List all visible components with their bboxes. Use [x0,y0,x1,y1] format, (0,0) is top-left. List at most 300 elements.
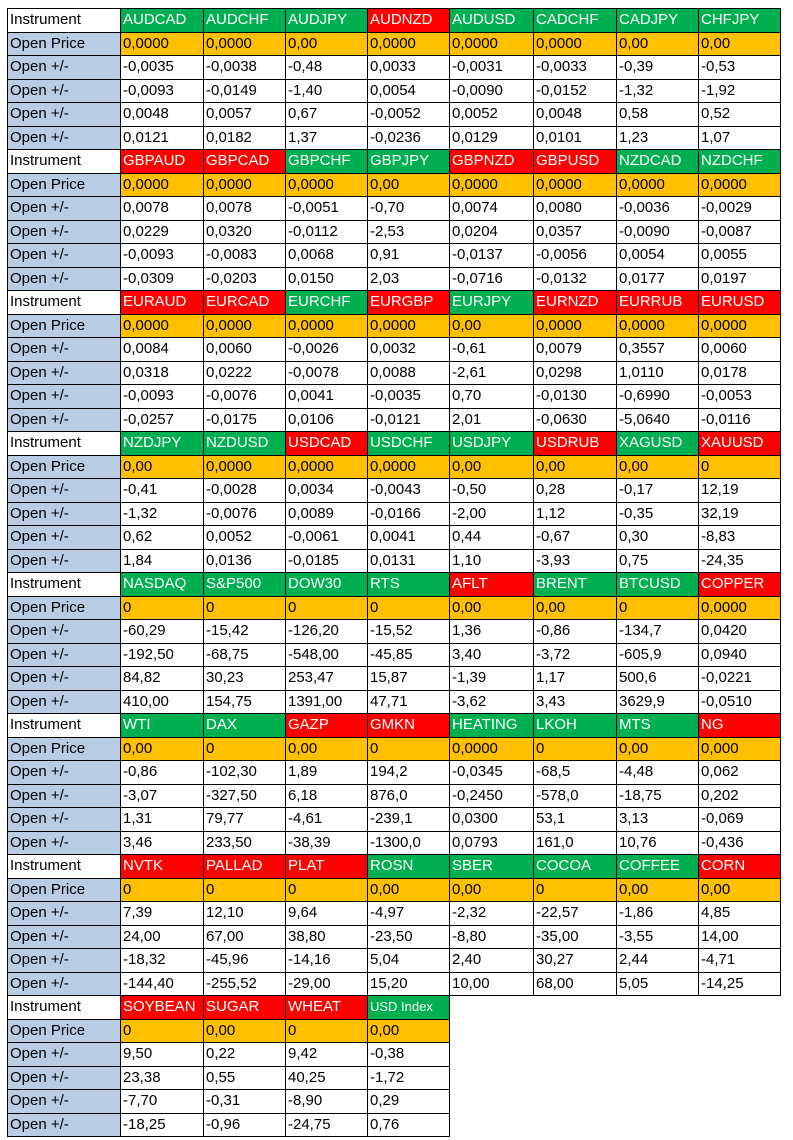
open-price-cell: 0,0000 [450,737,534,761]
open-diff-row [8,925,781,949]
value-cell: 3,43 [534,690,617,714]
open-diff-label: Open +/- [8,1113,121,1137]
value-cell: 1,0110 [617,361,699,385]
value-cell: -0,0137 [450,244,534,268]
value-cell: -0,39 [617,56,699,80]
value-cell: -0,0309 [121,267,204,291]
empty-cell [450,1019,534,1043]
value-cell: 0,0088 [368,361,450,385]
instrument-name-cell: DOW30 [286,573,368,597]
value-cell: 0,0048 [121,103,204,127]
open-diff-row [8,197,781,221]
value-cell: -0,0052 [368,103,450,127]
value-cell: 1,31 [121,808,204,832]
value-cell: 3,46 [121,831,204,855]
value-cell: -4,97 [368,902,450,926]
value-cell: 1,36 [450,620,534,644]
value-cell: -45,96 [204,949,286,973]
empty-cell [450,1113,534,1137]
open-diff-label: Open +/- [8,667,121,691]
instrument-name-cell: XAGUSD [617,432,699,456]
value-cell: -0,0152 [534,79,617,103]
empty-cell [534,1113,617,1137]
value-cell: 68,00 [534,972,617,996]
value-cell: -0,48 [286,56,368,80]
open-price-cell: 0,0000 [286,455,368,479]
value-cell: -0,0149 [204,79,286,103]
open-diff-label: Open +/- [8,197,121,221]
open-price-cell: 0 [534,878,617,902]
empty-cell [617,1090,699,1114]
value-cell: -0,50 [450,479,534,503]
value-cell: 67,00 [204,925,286,949]
value-cell: 5,04 [368,949,450,973]
value-cell: -8,83 [699,526,781,550]
value-cell: -0,0035 [368,385,450,409]
instrument-name-cell: GMKN [368,714,450,738]
value-cell: 0,0101 [534,126,617,150]
value-cell: -3,07 [121,784,204,808]
open-diff-row [8,1113,781,1137]
open-diff-label: Open +/- [8,408,121,432]
value-cell: -0,0087 [699,220,781,244]
value-cell: 3,40 [450,643,534,667]
empty-cell [534,1066,617,1090]
value-cell: 0,0068 [286,244,368,268]
instrument-name-cell: WHEAT [286,996,368,1020]
value-cell: 5,05 [617,972,699,996]
open-price-cell: 0,00 [534,455,617,479]
open-diff-row [8,244,781,268]
value-cell: -0,0166 [368,502,450,526]
value-cell: -4,61 [286,808,368,832]
value-cell: 0,0177 [617,267,699,291]
open-price-label: Open Price [8,173,121,197]
open-price-cell: 0,00 [121,455,204,479]
instrument-name-cell: NZDUSD [204,432,286,456]
value-cell: 2,44 [617,949,699,973]
value-cell: 2,40 [450,949,534,973]
instrument-name-cell: EURCAD [204,291,286,315]
value-cell: -22,57 [534,902,617,926]
value-cell: -0,0130 [534,385,617,409]
open-price-row [8,1019,781,1043]
open-diff-row [8,385,781,409]
open-price-cell: 0,0000 [204,314,286,338]
open-diff-row [8,784,781,808]
open-diff-row [8,502,781,526]
open-diff-label: Open +/- [8,220,121,244]
value-cell: -0,0076 [204,502,286,526]
value-cell: -0,86 [534,620,617,644]
value-cell: -0,0083 [204,244,286,268]
value-cell: -3,62 [450,690,534,714]
value-cell: -4,71 [699,949,781,973]
instrument-name-cell: GBPUSD [534,150,617,174]
instrument-label: Instrument [8,714,121,738]
instrument-name-cell: AUDCHF [204,9,286,33]
value-cell: 0,91 [368,244,450,268]
open-price-cell: 0 [121,878,204,902]
open-price-cell: 0,0000 [450,32,534,56]
open-price-cell: 0,00 [450,878,534,902]
value-cell: 161,0 [534,831,617,855]
value-cell: 6,18 [286,784,368,808]
empty-cell [617,1113,699,1137]
open-price-label: Open Price [8,1019,121,1043]
value-cell: -3,72 [534,643,617,667]
instrument-name-cell: EURNZD [534,291,617,315]
open-price-cell: 0,00 [286,737,368,761]
value-cell: 0,0318 [121,361,204,385]
open-price-row [8,596,781,620]
value-cell: 9,42 [286,1043,368,1067]
empty-cell [534,996,617,1020]
value-cell: -38,39 [286,831,368,855]
value-cell: 0,29 [368,1090,450,1114]
open-price-cell: 0,00 [204,1019,286,1043]
value-cell: -0,0090 [617,220,699,244]
open-diff-row [8,479,781,503]
open-diff-row [8,831,781,855]
open-price-cell: 0 [204,878,286,902]
value-cell: 876,0 [368,784,450,808]
empty-cell [617,996,699,1020]
value-cell: 0,58 [617,103,699,127]
value-cell: -0,0121 [368,408,450,432]
instrument-name-cell: PLAT [286,855,368,879]
open-diff-label: Open +/- [8,338,121,362]
value-cell: -0,0345 [450,761,534,785]
open-diff-row [8,1043,781,1067]
value-cell: 0,0357 [534,220,617,244]
open-diff-label: Open +/- [8,361,121,385]
open-price-cell: 0,0000 [204,173,286,197]
open-price-row [8,737,781,761]
open-price-cell: 0 [204,737,286,761]
value-cell: 1,23 [617,126,699,150]
value-cell: -1,39 [450,667,534,691]
value-cell: 0,0052 [450,103,534,127]
instrument-name-cell: BTCUSD [617,573,699,597]
value-cell: -0,0630 [534,408,617,432]
value-cell: -0,38 [368,1043,450,1067]
value-cell: -548,00 [286,643,368,667]
instrument-name-cell: MTS [617,714,699,738]
value-cell: 0,0054 [617,244,699,268]
instrument-name-cell: AUDCAD [121,9,204,33]
open-price-cell: 0,0000 [534,173,617,197]
value-cell: 0,55 [204,1066,286,1090]
open-price-cell: 0,00 [121,737,204,761]
empty-cell [699,1043,781,1067]
value-cell: 2,03 [368,267,450,291]
instrument-name-cell: USDCHF [368,432,450,456]
instrument-name-cell: GAZP [286,714,368,738]
value-cell: -7,70 [121,1090,204,1114]
open-price-cell: 0,00 [368,878,450,902]
value-cell: 10,00 [450,972,534,996]
value-cell: -5,0640 [617,408,699,432]
open-price-row [8,173,781,197]
instrument-label: Instrument [8,9,121,33]
value-cell: 0,70 [450,385,534,409]
value-cell: 47,71 [368,690,450,714]
empty-cell [699,1019,781,1043]
value-cell: 23,38 [121,1066,204,1090]
value-cell: 0,0078 [121,197,204,221]
empty-cell [617,1043,699,1067]
instrument-name-cell: RTS [368,573,450,597]
value-cell: -68,5 [534,761,617,785]
instrument-name-cell: EURAUD [121,291,204,315]
instrument-name-cell: NZDJPY [121,432,204,456]
value-cell: 0,0131 [368,549,450,573]
open-price-cell: 0 [121,596,204,620]
open-price-cell: 0 [368,596,450,620]
value-cell: 0,0032 [368,338,450,362]
open-price-cell: 0,000 [699,737,781,761]
empty-cell [450,1090,534,1114]
open-diff-label: Open +/- [8,549,121,573]
value-cell: 0,30 [617,526,699,550]
open-diff-row [8,808,781,832]
open-price-cell: 0,0000 [121,173,204,197]
open-diff-row [8,549,781,573]
open-price-label: Open Price [8,455,121,479]
open-price-cell: 0,0000 [699,596,781,620]
open-diff-row [8,972,781,996]
open-price-cell: 0 [286,1019,368,1043]
open-price-cell: 0,0000 [121,32,204,56]
open-diff-row [8,1066,781,1090]
value-cell: -8,80 [450,925,534,949]
value-cell: -0,0510 [699,690,781,714]
empty-cell [450,1066,534,1090]
value-cell: -1,32 [121,502,204,526]
value-cell: 410,00 [121,690,204,714]
empty-cell [699,1113,781,1137]
value-cell: 0,0129 [450,126,534,150]
value-cell: -14,25 [699,972,781,996]
open-price-cell: 0,00 [450,455,534,479]
value-cell: 0,0204 [450,220,534,244]
instrument-label: Instrument [8,432,121,456]
value-cell: -3,55 [617,925,699,949]
value-cell: -1,40 [286,79,368,103]
value-cell: 9,64 [286,902,368,926]
open-diff-label: Open +/- [8,972,121,996]
value-cell: 0,52 [699,103,781,127]
open-price-cell: 0 [534,737,617,761]
value-cell: 0,0089 [286,502,368,526]
open-price-label: Open Price [8,314,121,338]
instrument-name-cell: AFLT [450,573,534,597]
instrument-name-cell: USDJPY [450,432,534,456]
value-cell: 40,25 [286,1066,368,1090]
value-cell: 0,76 [368,1113,450,1137]
value-cell: 0,0940 [699,643,781,667]
value-cell: -0,0203 [204,267,286,291]
instrument-name-cell: AUDNZD [368,9,450,33]
instrument-name-cell: WTI [121,714,204,738]
open-diff-row [8,620,781,644]
open-price-label: Open Price [8,596,121,620]
value-cell: 0,0060 [204,338,286,362]
value-cell: 0,0057 [204,103,286,127]
value-cell: 0,0041 [368,526,450,550]
open-diff-row [8,667,781,691]
open-price-cell: 0,0000 [368,455,450,479]
value-cell: -0,0716 [450,267,534,291]
value-cell: 9,50 [121,1043,204,1067]
quotes-table [7,8,781,1137]
value-cell: -2,61 [450,361,534,385]
value-cell: -18,75 [617,784,699,808]
value-cell: 0,75 [617,549,699,573]
open-diff-label: Open +/- [8,1090,121,1114]
instrument-name-cell: GBPNZD [450,150,534,174]
value-cell: -0,069 [699,808,781,832]
value-cell: 0,0229 [121,220,204,244]
open-diff-label: Open +/- [8,808,121,832]
value-cell: -0,0036 [617,197,699,221]
instrument-label: Instrument [8,150,121,174]
instrument-name-cell: NASDAQ [121,573,204,597]
value-cell: 79,77 [204,808,286,832]
open-diff-label: Open +/- [8,949,121,973]
value-cell: -4,48 [617,761,699,785]
empty-cell [450,996,534,1020]
instrument-header-row [8,9,781,33]
value-cell: -0,0175 [204,408,286,432]
open-diff-row [8,526,781,550]
value-cell: -126,20 [286,620,368,644]
value-cell: -0,0035 [121,56,204,80]
value-cell: -0,31 [204,1090,286,1114]
value-cell: 15,87 [368,667,450,691]
value-cell: -1,92 [699,79,781,103]
value-cell: 30,23 [204,667,286,691]
value-cell: -0,70 [368,197,450,221]
value-cell: 0,0222 [204,361,286,385]
value-cell: 1,07 [699,126,781,150]
open-diff-label: Open +/- [8,126,121,150]
value-cell: -578,0 [534,784,617,808]
instrument-label: Instrument [8,855,121,879]
empty-cell [534,1019,617,1043]
value-cell: 1,12 [534,502,617,526]
empty-cell [534,1043,617,1067]
value-cell: 12,19 [699,479,781,503]
open-diff-label: Open +/- [8,385,121,409]
instrument-name-cell: EURRUB [617,291,699,315]
instrument-name-cell: PALLAD [204,855,286,879]
instrument-name-cell: EURCHF [286,291,368,315]
instrument-name-cell: CADCHF [534,9,617,33]
instrument-name-cell: EURJPY [450,291,534,315]
value-cell: -0,0051 [286,197,368,221]
open-price-cell: 0,00 [617,455,699,479]
value-cell: -0,6990 [617,385,699,409]
value-cell: -0,0056 [534,244,617,268]
value-cell: 1,17 [534,667,617,691]
value-cell: 0,0197 [699,267,781,291]
open-diff-label: Open +/- [8,244,121,268]
open-diff-label: Open +/- [8,1066,121,1090]
instrument-header-row [8,432,781,456]
open-price-cell: 0,0000 [368,314,450,338]
open-diff-row [8,643,781,667]
value-cell: -68,75 [204,643,286,667]
open-diff-label: Open +/- [8,267,121,291]
value-cell: 0,0080 [534,197,617,221]
value-cell: 1,84 [121,549,204,573]
value-cell: 1,37 [286,126,368,150]
value-cell: 154,75 [204,690,286,714]
value-cell: 0,0033 [368,56,450,80]
value-cell: -0,0090 [450,79,534,103]
open-diff-row [8,690,781,714]
instrument-label: Instrument [8,996,121,1020]
empty-cell [699,1066,781,1090]
open-price-cell: 0 [204,596,286,620]
instrument-label: Instrument [8,291,121,315]
open-diff-row [8,408,781,432]
instrument-name-cell: CORN [699,855,781,879]
open-price-cell: 0 [617,596,699,620]
value-cell: 3629,9 [617,690,699,714]
value-cell: -0,35 [617,502,699,526]
instrument-name-cell: DAX [204,714,286,738]
value-cell: 0,0054 [368,79,450,103]
value-cell: -3,93 [534,549,617,573]
open-diff-label: Open +/- [8,56,121,80]
value-cell: -0,0061 [286,526,368,550]
open-diff-label: Open +/- [8,620,121,644]
value-cell: -0,86 [121,761,204,785]
instrument-name-cell: GBPAUD [121,150,204,174]
value-cell: 0,0041 [286,385,368,409]
open-price-cell: 0 [286,596,368,620]
value-cell: -15,42 [204,620,286,644]
value-cell: 10,76 [617,831,699,855]
instrument-name-cell: AUDJPY [286,9,368,33]
value-cell: 0,0106 [286,408,368,432]
value-cell: -1300,0 [368,831,450,855]
value-cell: -0,0093 [121,79,204,103]
open-price-cell: 0,0000 [617,314,699,338]
instrument-name-cell: COFFEE [617,855,699,879]
instrument-name-cell: NZDCHF [699,150,781,174]
value-cell: 253,47 [286,667,368,691]
value-cell: -0,0026 [286,338,368,362]
value-cell: 4,85 [699,902,781,926]
value-cell: -18,25 [121,1113,204,1137]
value-cell: -144,40 [121,972,204,996]
value-cell: -0,53 [699,56,781,80]
value-cell: 0,0084 [121,338,204,362]
open-diff-label: Open +/- [8,479,121,503]
value-cell: 0,0052 [204,526,286,550]
value-cell: -327,50 [204,784,286,808]
value-cell: 24,00 [121,925,204,949]
value-cell: 14,00 [699,925,781,949]
open-diff-label: Open +/- [8,831,121,855]
open-price-cell: 0,0000 [617,173,699,197]
value-cell: -134,7 [617,620,699,644]
value-cell: 0,28 [534,479,617,503]
